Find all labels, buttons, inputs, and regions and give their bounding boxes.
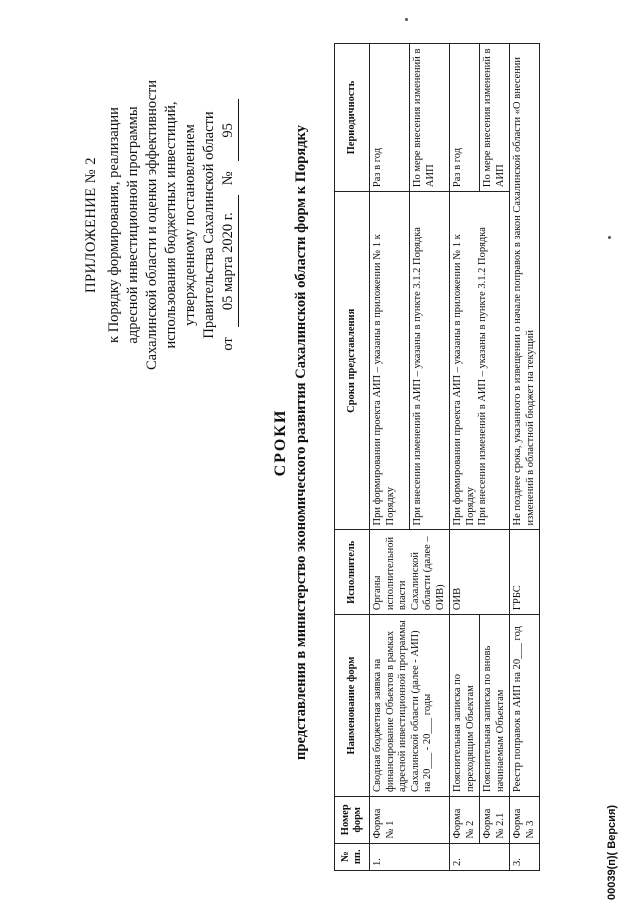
table-header-row (335, 44, 370, 871)
cell-no: 1. (370, 843, 450, 870)
header-form-number: Номер форм (335, 796, 370, 843)
deadlines-table (334, 43, 540, 871)
deadlines-table-wrap (334, 43, 540, 871)
cell-executor: Органы исполнительной власти Сахалинской области (далее – ОИВ) (370, 530, 450, 615)
cell-periodicity: Раз в год (370, 44, 410, 192)
cell-no: 2. (450, 843, 510, 870)
table-row (370, 44, 410, 871)
scan-speck (608, 236, 611, 239)
appendix-line: к Порядку формирования, реализации (106, 107, 122, 343)
footer-code: 00039(п)( Версия) (606, 804, 618, 900)
date-value: 05 марта 2020 г. (219, 195, 239, 327)
deadline-part: При формировании проекта АИП – указаны в приложении № 1 к Порядку (452, 234, 476, 526)
cell-deadline: При внесении изменений в АИП – указаны в пункте 3.1.2 Порядка (410, 192, 450, 530)
cell-periodicity: По мере внесения изменений в АИП (410, 44, 450, 192)
cell-deadline (450, 192, 510, 530)
scan-speck (405, 18, 408, 21)
heading-title: СРОКИ (272, 408, 289, 477)
cell-executor: ГРБС (510, 530, 540, 615)
heading-subtitle: представления в министерство экономического развития Сахалинской области форм к Порядку (293, 125, 309, 760)
appendix-line: утвержденному постановлением (182, 124, 198, 326)
header-no: № пп. (335, 843, 370, 870)
number-value: 95 (219, 99, 239, 161)
header-executor: Исполнитель (335, 530, 370, 615)
appendix-block (82, 15, 239, 435)
cell-form-number: Форма № 2 (450, 796, 480, 843)
header-form-name: Наименование форм (335, 615, 370, 797)
date-prefix: от (220, 337, 236, 351)
header-deadline: Сроки представления (335, 192, 370, 530)
cell-form-name: Пояснительная записка по вновь начинаемым Объектам (480, 615, 510, 797)
appendix-line: Правительства Сахалинской области (201, 111, 217, 339)
cell-form-number: Форма № 2.1 (480, 796, 510, 843)
document-heading (272, 20, 310, 865)
appendix-date-line (219, 15, 239, 435)
header-periodicity: Периодичность (335, 44, 370, 192)
appendix-line: адресной инвестиционной программы (125, 106, 141, 344)
cell-form-number: Форма № 3 (510, 796, 540, 843)
cell-form-name: Реестр поправок в АИП на 20___ год (510, 615, 540, 797)
cell-no: 3. (510, 843, 540, 870)
appendix-line: использования бюджетных инвестиций, (163, 101, 179, 349)
cell-form-name: Пояснительная записка по переходящим Объектам (450, 615, 480, 797)
appendix-line: Сахалинской области и оценки эффективности (144, 80, 160, 370)
cell-periodicity: По мере внесения изменений в АИП (480, 44, 510, 192)
cell-deadline: Не позднее срока, указанного в извещении о начале поправок в закон Сахалинской области «О внесении изменений в областной бюджет на текущий (510, 44, 540, 531)
cell-deadline: При формировании проекта АИП – указаны в приложении № 1 к Порядку (370, 192, 410, 530)
deadline-part: При внесении изменений в АИП – указаны в пункте 3.1.2 Порядка (477, 227, 488, 526)
table-row (450, 44, 480, 871)
cell-form-number: Форма № 1 (370, 796, 450, 843)
number-sign: № (220, 171, 236, 186)
appendix-title: ПРИЛОЖЕНИЕ № 2 (83, 157, 99, 293)
table-row (510, 44, 540, 871)
cell-executor: ОИВ (450, 530, 510, 615)
cell-form-name: Сводная бюджетная заявка на финансирование Объектов в рамках адресной инвестиционной программы Сахалинской области (далее - АИП) на 20___ - 20___ годы (370, 615, 450, 797)
cell-periodicity: Раз в год (450, 44, 480, 192)
